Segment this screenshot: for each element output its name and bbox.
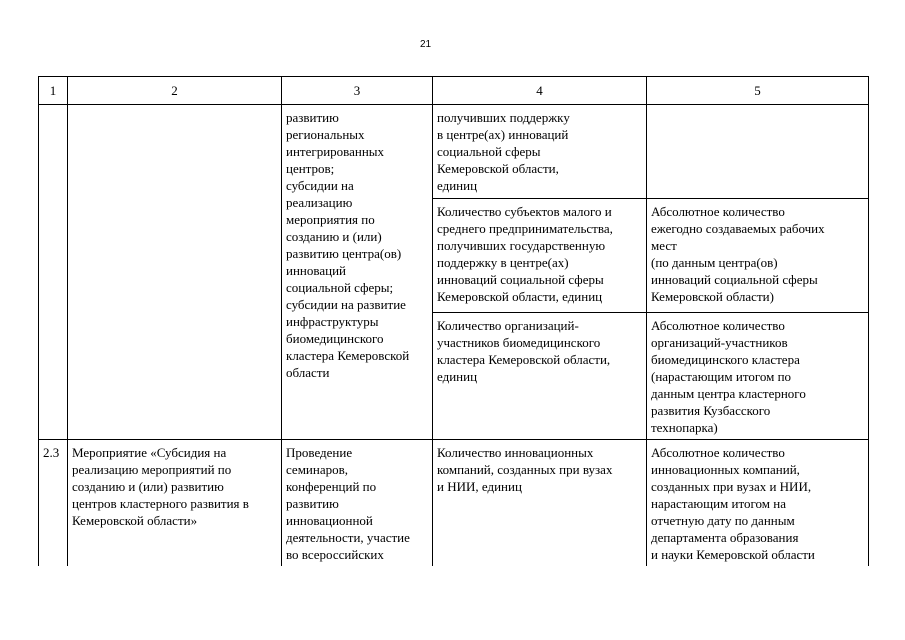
indicator-text: Количество организаций- участников биомедицинского кластера Кемеровской области, единиц <box>437 318 611 384</box>
content-text: Проведение семинаров, конференций по развитию инновационной деятельности, участие во всероссийских <box>286 445 410 562</box>
column-header-3: 3 <box>282 77 433 105</box>
cell-method <box>647 105 869 199</box>
indicator-text: Количество субъектов малого и среднего предпринимательства, получивших государственную поддержку в центре(ах) инноваций социальной сферы Кемеровской области, единиц <box>437 204 613 304</box>
method-text: Абсолютное количество инновационных компаний, созданных при вузах и НИИ, нарастающим итогом на отчетную дату по данным департамента образования и науки Кемеровской области <box>651 445 815 562</box>
indicator-text: получивших поддержку в центре(ах) инноваций социальной сферы Кемеровской области, единиц <box>437 110 570 193</box>
method-text: Абсолютное количество организаций-участников биомедицинского кластера (нарастающим итогом по данным центра кластерного развития Кузбасского технопарка) <box>651 318 806 435</box>
cell-indicator <box>433 105 647 199</box>
table-header-row <box>39 77 869 105</box>
column-header-2: 2 <box>68 77 282 105</box>
cell-indicator <box>433 440 647 567</box>
column-header-4: 4 <box>433 77 647 105</box>
method-text: Абсолютное количество ежегодно создаваемых рабочих мест (по данным центра(ов) инноваций социальной сферы Кемеровской области) <box>651 204 825 304</box>
cell-activity-empty <box>68 105 282 440</box>
cell-content-continued <box>282 105 433 440</box>
column-header-1: 1 <box>39 77 68 105</box>
cell-method <box>647 199 869 313</box>
cell-number-empty <box>39 105 68 440</box>
indicator-text: Количество инновационных компаний, созданных при вузах и НИИ, единиц <box>437 445 613 494</box>
table-row <box>39 105 869 199</box>
page-number: 21 <box>419 39 432 50</box>
cell-indicator <box>433 199 647 313</box>
cell-method <box>647 440 869 567</box>
cell-indicator <box>433 313 647 440</box>
content-text: развитию региональных интегрированных центров; субсидии на реализацию мероприятия по созданию и (или) развитию центра(ов) инноваций социальной сферы; субсидии на развитие инфраструктуры биомедицинского кластера Кемеровской области <box>286 110 410 380</box>
cell-activity <box>68 440 282 567</box>
activity-text: Мероприятие «Субсидия на реализацию мероприятий по созданию и (или) развитию центров кластерного развития в Кемеровской области» <box>72 445 249 528</box>
column-header-5: 5 <box>647 77 869 105</box>
cell-number: 2.3 <box>39 440 68 567</box>
table-row <box>39 440 869 567</box>
document-table <box>38 76 869 566</box>
cell-method <box>647 313 869 440</box>
cell-content <box>282 440 433 567</box>
